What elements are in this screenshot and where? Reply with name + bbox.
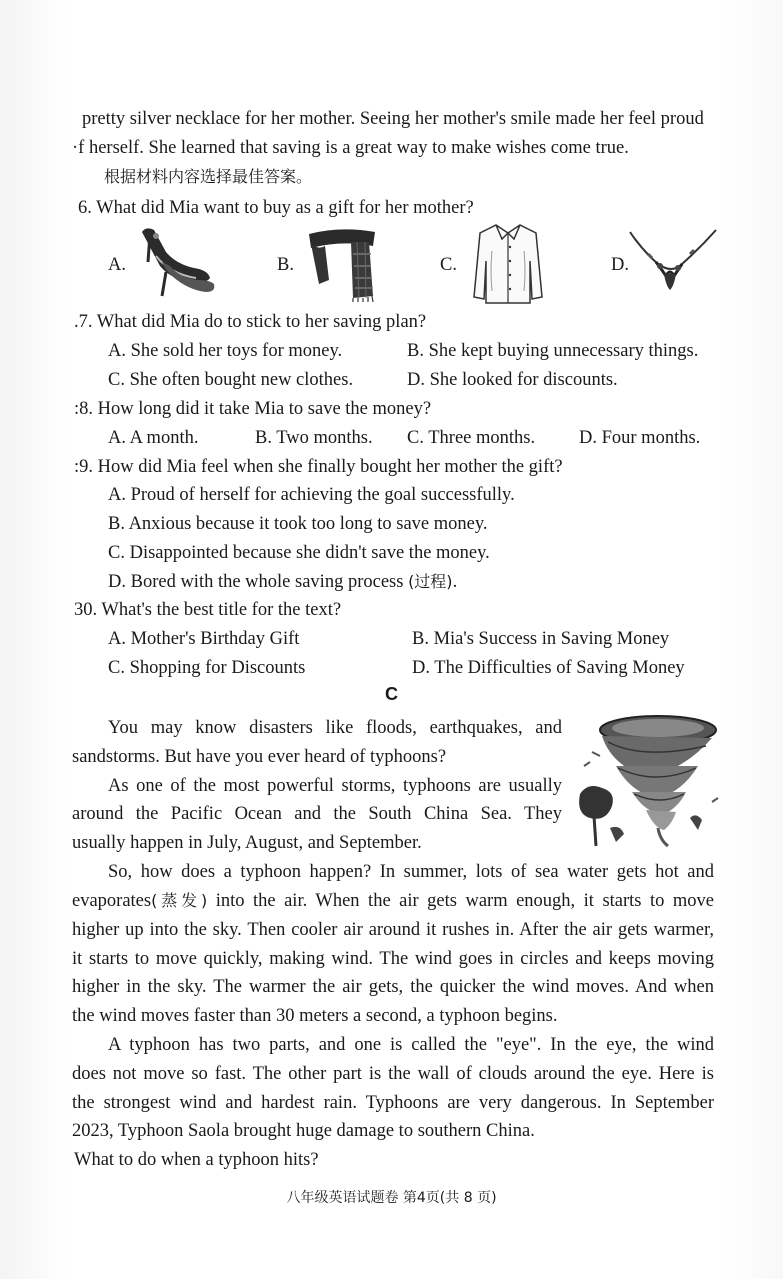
- passage-c-p3-line-2-note: (蒸发): [151, 891, 208, 910]
- page-footer: 八年级英语试题卷 第4页(共 8 页): [286, 1190, 497, 1206]
- q28-option-b[interactable]: B. Two months.: [255, 428, 373, 448]
- shoes-icon[interactable]: [136, 222, 218, 300]
- passage-c-p3-line-3: higher up into the sky. Then cooler air around it rushes in. After the air gets warmer,: [72, 920, 714, 940]
- section-c-heading: C: [385, 684, 398, 704]
- q27-option-d[interactable]: D. She looked for discounts.: [407, 370, 618, 390]
- question-28: :8. How long did it take Mia to save the money?: [74, 399, 432, 419]
- q26-option-a-label[interactable]: A.: [108, 255, 126, 275]
- passage-c-p4-line-2: does not move so fast. The other part is the wall of clouds around the eye. Here is: [72, 1064, 714, 1084]
- q27-option-b[interactable]: B. She kept buying unnecessary things.: [407, 341, 699, 361]
- passage-c-p2-line-1: As one of the most powerful storms, typhoons are usually: [108, 776, 562, 796]
- passage-c-p3-line-2a: evaporates: [72, 891, 152, 911]
- passage-b-line-1: pretty silver necklace for her mother. Seeing her mother's smile made her feel proud: [82, 109, 704, 129]
- typhoon-illustration: [572, 706, 722, 856]
- q28-option-a[interactable]: A. A month.: [108, 428, 199, 448]
- passage-c-p3-line-1: So, how does a typhoon happen? In summer, lots of sea water gets hot and: [108, 862, 714, 882]
- q27-option-c[interactable]: C. She often bought new clothes.: [108, 370, 354, 390]
- q30-option-a[interactable]: A. Mother's Birthday Gift: [108, 629, 300, 649]
- q27-option-a[interactable]: A. She sold her toys for money.: [108, 341, 343, 361]
- shirt-icon[interactable]: [472, 221, 544, 305]
- q28-option-c[interactable]: C. Three months.: [407, 428, 536, 448]
- necklace-icon[interactable]: [626, 224, 720, 294]
- passage-c-p4-line-1: A typhoon has two parts, and one is called the "eye". In the eye, the wind: [108, 1035, 714, 1055]
- q30-option-d[interactable]: D. The Difficulties of Saving Money: [412, 658, 685, 678]
- q30-option-c[interactable]: C. Shopping for Discounts: [108, 658, 306, 678]
- q26-option-c-label[interactable]: C.: [440, 255, 457, 275]
- q29-option-d[interactable]: [108, 569, 457, 595]
- question-27: .7. What did Mia do to stick to her saving plan?: [74, 312, 427, 332]
- question-29: :9. How did Mia feel when she finally bought her mother the gift?: [74, 457, 563, 477]
- passage-c-p2-line-2: around the Pacific Ocean and the South China Sea. They: [72, 804, 562, 824]
- passage-c-p4-line-4: 2023, Typhoon Saola brought huge damage to southern China.: [72, 1121, 535, 1141]
- q26-option-b-label[interactable]: B.: [277, 255, 294, 275]
- q29-option-b[interactable]: B. Anxious because it took too long to save money.: [108, 514, 488, 534]
- passage-c-p1-line-1: You may know disasters like floods, earthquakes, and: [108, 718, 562, 738]
- q26-option-d-label[interactable]: D.: [611, 255, 629, 275]
- q30-option-b[interactable]: B. Mia's Success in Saving Money: [412, 629, 670, 649]
- q29-option-c[interactable]: C. Disappointed because she didn't save the money.: [108, 543, 490, 563]
- passage-c-p5-line-1: What to do when a typhoon hits?: [74, 1150, 319, 1170]
- q28-option-d[interactable]: D. Four months.: [579, 428, 701, 448]
- passage-c-p3-line-5: higher in the sky. The warmer the air gets, the quicker the wind moves. And when: [72, 977, 714, 997]
- passage-c-p3-line-2: [72, 888, 714, 914]
- passage-c-p2-line-3: usually happen in July, August, and September.: [72, 833, 422, 853]
- q29-option-d-text: D. Bored with the whole saving process: [108, 572, 409, 592]
- instruction: 根据材料内容选择最佳答案。: [104, 167, 313, 186]
- q29-option-a[interactable]: A. Proud of herself for achieving the goal successfully.: [108, 485, 515, 505]
- passage-c-p3-line-4: it starts to move quickly, making wind. The wind goes in circles and keeps moving: [72, 949, 714, 969]
- question-30: 30. What's the best title for the text?: [74, 600, 342, 620]
- q29-option-d-note: (过程): [408, 572, 453, 591]
- passage-c-p3-line-6: the wind moves faster than 30 meters a second, a typhoon begins.: [72, 1006, 558, 1026]
- passage-c-p1-line-2: sandstorms. But have you ever heard of typhoons?: [72, 747, 447, 767]
- scarf-icon[interactable]: [303, 224, 381, 302]
- passage-c-p4-line-3: the strongest wind and hardest rain. Typhoons are very dangerous. In September: [72, 1093, 714, 1113]
- passage-c-p3-line-2b: into the air. When the air gets warm enough, it starts to move: [207, 891, 714, 911]
- passage-b-line-2: ·f herself. She learned that saving is a great way to make wishes come true.: [72, 138, 629, 158]
- q29-option-d-end: .: [452, 572, 458, 592]
- question-26: 6. What did Mia want to buy as a gift for her mother?: [78, 198, 474, 218]
